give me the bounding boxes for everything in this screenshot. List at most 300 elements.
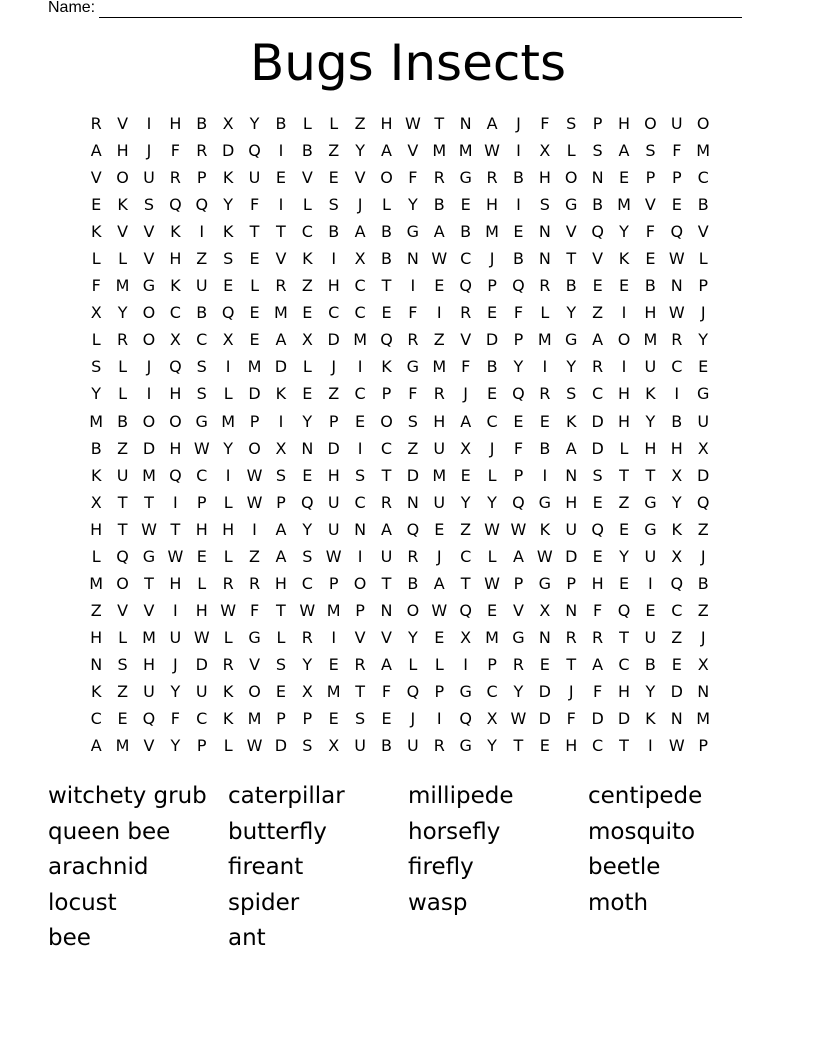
grid-letter: F (593, 600, 603, 620)
grid-letter: T (381, 465, 392, 485)
grid-letter: K (222, 222, 234, 242)
grid-letter: W (167, 546, 184, 566)
grid-letter: Y (302, 411, 313, 431)
grid-letter: L (223, 492, 233, 512)
grid-letter: D (591, 411, 604, 431)
grid-letter: G (142, 276, 156, 296)
grid-letter: C (354, 303, 366, 323)
grid-letter: M (353, 330, 367, 350)
grid-letter: G (538, 492, 552, 512)
grid-letter: D (221, 141, 235, 161)
grid-letter: I (146, 114, 152, 133)
grid-letter: Z (592, 303, 604, 323)
grid-letter: F (249, 195, 260, 215)
grid-letter: O (142, 411, 156, 431)
grid-letter: H (90, 627, 103, 647)
grid-letter: K (645, 709, 656, 729)
grid-letter: N (406, 249, 419, 269)
grid-letter: F (513, 303, 524, 323)
grid-letter: T (513, 736, 524, 756)
grid-letter: E (355, 411, 366, 431)
grid-letter: E (117, 709, 128, 729)
grid-letter: C (592, 384, 604, 404)
grid-letter: J (489, 249, 495, 269)
grid-letter: T (276, 222, 286, 242)
grid-letter: M (89, 411, 104, 431)
grid-letter: Q (169, 195, 182, 215)
grid-letter: H (169, 114, 182, 133)
grid-letter: P (513, 465, 524, 485)
grid-letter: C (618, 654, 630, 674)
grid-letter: U (195, 681, 208, 701)
grid-letter: S (592, 141, 603, 161)
grid-letter: S (143, 195, 155, 215)
grid-letter: S (223, 249, 234, 269)
grid-letter: O (644, 114, 657, 133)
grid-letter: U (354, 736, 366, 756)
grid-letter: X (697, 438, 709, 458)
grid-letter: P (328, 411, 339, 431)
grid-letter: R (301, 627, 313, 647)
grid-letter: R (433, 736, 445, 756)
grid-letter: W (431, 600, 448, 620)
grid-letter: N (670, 709, 683, 729)
grid-letter: O (380, 168, 393, 188)
grid-letter: K (90, 222, 102, 242)
word-list-item: beetle (588, 854, 661, 880)
grid-letter: I (146, 384, 152, 404)
grid-letter: R (196, 141, 208, 161)
grid-letter: H (116, 141, 129, 161)
grid-letter: R (460, 303, 472, 323)
grid-letter: E (487, 303, 498, 323)
grid-letter: U (143, 681, 155, 701)
grid-letter: F (91, 276, 101, 296)
grid-letter: X (301, 330, 313, 350)
grid-letter: K (170, 276, 181, 296)
grid-letter: S (275, 654, 286, 674)
grid-letter: P (513, 330, 524, 350)
grid-letter: V (249, 654, 261, 674)
grid-letter: V (644, 195, 656, 215)
grid-letter: O (564, 168, 578, 188)
grid-letter: I (357, 546, 363, 566)
grid-letter: R (354, 654, 366, 674)
grid-letter: P (513, 573, 524, 593)
grid-letter: O (116, 168, 129, 188)
grid-letter: H (565, 736, 578, 756)
grid-letter: X (486, 709, 498, 729)
grid-letter: M (326, 681, 341, 701)
grid-letter: B (275, 114, 287, 133)
grid-letter: L (118, 357, 128, 377)
grid-letter: M (617, 195, 631, 215)
grid-letter: M (247, 357, 262, 377)
grid-letter: H (617, 681, 631, 701)
grid-letter: V (565, 222, 577, 242)
grid-letter: R (539, 384, 551, 404)
grid-letter: R (117, 330, 129, 350)
grid-letter: W (404, 114, 421, 133)
grid-letter: Q (169, 465, 182, 485)
grid-letter: D (142, 438, 156, 458)
grid-letter: K (117, 195, 128, 215)
grid-letter: R (222, 573, 234, 593)
grid-letter: O (142, 330, 156, 350)
grid-letter: M (696, 141, 711, 161)
grid-letter: T (619, 465, 629, 485)
grid-letter: L (223, 736, 233, 756)
grid-letter: C (169, 303, 181, 323)
grid-letter: B (381, 249, 392, 269)
grid-letter: G (406, 222, 420, 242)
grid-letter: S (196, 357, 207, 377)
grid-letter: E (460, 195, 471, 215)
grid-letter: A (275, 519, 287, 539)
grid-letter: X (90, 492, 102, 512)
grid-letter: I (173, 492, 178, 512)
grid-letter: B (460, 222, 472, 242)
grid-letter: I (225, 465, 231, 485)
grid-letter: P (487, 276, 497, 296)
grid-letter: U (433, 438, 446, 458)
grid-letter: W (484, 141, 500, 161)
grid-letter: L (434, 654, 444, 674)
grid-letter: K (618, 249, 630, 269)
grid-letter: B (486, 357, 498, 377)
grid-letter: A (275, 546, 287, 566)
grid-letter: G (459, 681, 472, 701)
grid-letter: T (170, 519, 181, 539)
grid-letter: Z (117, 438, 129, 458)
grid-letter: I (278, 195, 284, 215)
grid-letter: G (565, 330, 578, 350)
grid-letter: C (301, 573, 313, 593)
grid-letter: Q (512, 384, 525, 404)
grid-letter: D (697, 465, 710, 485)
grid-letter: T (619, 736, 629, 756)
grid-letter: U (169, 627, 182, 647)
grid-letter: J (173, 654, 178, 674)
grid-letter: A (381, 519, 392, 539)
grid-letter: L (566, 141, 576, 161)
grid-letter: T (117, 492, 128, 512)
grid-letter: S (407, 411, 418, 431)
grid-letter: H (617, 411, 631, 431)
grid-letter: E (302, 384, 313, 404)
grid-letter: C (354, 492, 366, 512)
grid-letter: Q (591, 519, 604, 539)
grid-letter: C (196, 465, 208, 485)
grid-letter: L (487, 465, 497, 485)
grid-letter: F (672, 141, 682, 161)
grid-letter: E (381, 303, 392, 323)
grid-letter: I (621, 357, 627, 377)
grid-letter: V (354, 168, 366, 188)
grid-letter: C (697, 168, 709, 188)
grid-letter: J (700, 303, 706, 323)
grid-letter: Y (619, 546, 629, 566)
grid-letter: K (645, 384, 656, 404)
grid-letter: Y (619, 222, 629, 242)
grid-letter: J (357, 195, 363, 215)
grid-letter: U (143, 168, 155, 188)
grid-letter: D (327, 330, 340, 350)
grid-letter: L (619, 438, 629, 458)
grid-letter: M (485, 222, 499, 242)
grid-letter: E (513, 411, 524, 431)
grid-letter: Z (117, 681, 129, 701)
grid-letter: X (460, 438, 472, 458)
grid-letter: T (117, 519, 128, 539)
grid-letter: F (566, 709, 576, 729)
grid-letter: A (275, 330, 287, 350)
grid-letter: Q (248, 141, 261, 161)
grid-letter: Q (512, 492, 525, 512)
grid-letter: Z (618, 492, 630, 512)
grid-letter: P (355, 600, 365, 620)
grid-letter: V (460, 330, 472, 350)
grid-letter: I (436, 709, 442, 729)
grid-letter: C (328, 303, 340, 323)
grid-letter: F (540, 114, 550, 133)
grid-letter: N (459, 114, 472, 133)
grid-letter: B (644, 276, 656, 296)
grid-letter: N (697, 681, 710, 701)
grid-letter: H (169, 438, 182, 458)
grid-letter: U (644, 546, 657, 566)
grid-letter: M (643, 330, 658, 350)
grid-letter: V (512, 600, 524, 620)
grid-letter: F (170, 709, 180, 729)
grid-letter: X (90, 303, 102, 323)
grid-letter: B (539, 438, 551, 458)
grid-letter: V (301, 168, 313, 188)
grid-letter: I (252, 519, 257, 539)
grid-letter: G (248, 627, 261, 647)
grid-letter: B (512, 249, 524, 269)
grid-letter: P (276, 709, 286, 729)
grid-letter: M (115, 736, 130, 756)
grid-letter: P (381, 384, 392, 404)
grid-letter: K (90, 681, 102, 701)
grid-letter: R (248, 573, 261, 593)
grid-letter: E (671, 195, 682, 215)
grid-letter: Y (407, 195, 418, 215)
grid-letter: H (565, 492, 578, 512)
grid-letter: Z (301, 276, 313, 296)
grid-letter: B (407, 573, 419, 593)
grid-letter: B (697, 195, 709, 215)
grid-letter: S (355, 465, 366, 485)
grid-letter: N (380, 600, 393, 620)
grid-letter: F (249, 600, 260, 620)
grid-letter: E (618, 519, 630, 539)
grid-letter: Q (406, 681, 420, 701)
grid-letter: K (170, 222, 181, 242)
grid-letter: Y (487, 492, 497, 512)
grid-letter: B (381, 222, 392, 242)
grid-letter: P (328, 573, 339, 593)
grid-letter: N (591, 168, 604, 188)
grid-letter: S (592, 465, 603, 485)
grid-letter: B (433, 195, 445, 215)
grid-letter: F (593, 681, 603, 701)
grid-letter: A (90, 736, 102, 756)
grid-letter: P (276, 492, 286, 512)
grid-letter: N (538, 627, 551, 647)
grid-letter: S (91, 357, 102, 377)
grid-letter: X (460, 627, 472, 647)
grid-letter: B (117, 411, 129, 431)
word-list-item: bee (48, 925, 91, 951)
grid-letter: H (274, 573, 287, 593)
grid-letter: U (433, 492, 446, 512)
grid-letter: K (539, 519, 551, 539)
grid-letter: E (671, 654, 682, 674)
grid-letter: B (381, 736, 392, 756)
grid-letter: J (568, 681, 574, 701)
grid-letter: W (193, 438, 210, 458)
grid-letter: E (275, 681, 286, 701)
grid-letter: K (275, 384, 287, 404)
grid-letter: N (538, 249, 551, 269)
grid-letter: S (302, 546, 313, 566)
grid-letter: A (433, 573, 445, 593)
grid-letter: V (117, 600, 129, 620)
grid-letter: J (700, 546, 706, 566)
grid-letter: O (169, 411, 182, 431)
grid-letter: D (538, 681, 551, 701)
grid-letter: L (329, 114, 339, 133)
grid-letter: E (249, 330, 260, 350)
grid-letter: V (117, 222, 129, 242)
grid-letter: C (196, 709, 208, 729)
grid-letter: Y (170, 736, 181, 756)
grid-letter: A (381, 654, 392, 674)
grid-letter: B (512, 168, 524, 188)
grid-letter: B (565, 276, 577, 296)
grid-letter: D (485, 330, 499, 350)
grid-letter: I (542, 465, 548, 485)
grid-letter: J (146, 357, 152, 377)
grid-letter: L (118, 384, 128, 404)
grid-letter: O (696, 114, 710, 133)
grid-letter: Z (407, 438, 419, 458)
grid-letter: E (592, 546, 603, 566)
word-list-item: centipede (588, 783, 703, 809)
grid-letter: K (90, 465, 102, 485)
grid-letter: F (645, 222, 655, 242)
grid-letter: O (116, 573, 129, 593)
grid-letter: X (275, 438, 287, 458)
grid-letter: J (489, 438, 495, 458)
grid-letter: S (275, 465, 286, 485)
grid-letter: I (516, 141, 521, 161)
grid-letter: X (328, 736, 340, 756)
grid-letter: M (458, 141, 473, 161)
grid-letter: Q (380, 330, 393, 350)
grid-letter: I (516, 195, 521, 215)
grid-letter: Y (407, 627, 418, 647)
grid-letter: P (671, 168, 682, 188)
grid-letter: H (380, 114, 393, 133)
grid-letter: H (433, 411, 446, 431)
grid-letter: Q (617, 600, 631, 620)
grid-letter: P (249, 411, 260, 431)
grid-letter: T (355, 681, 365, 701)
grid-letter: B (671, 411, 683, 431)
grid-letter: Q (459, 276, 472, 296)
grid-letter: Z (697, 600, 709, 620)
grid-letter: L (250, 276, 259, 296)
grid-letter: S (566, 384, 577, 404)
grid-letter: D (538, 709, 551, 729)
grid-letter: I (436, 303, 442, 323)
grid-letter: X (169, 330, 181, 350)
grid-letter: E (302, 303, 313, 323)
grid-letter: M (537, 330, 552, 350)
grid-letter: A (486, 114, 498, 133)
grid-letter: W (484, 519, 500, 539)
grid-letter: G (459, 736, 472, 756)
grid-letter: H (90, 519, 103, 539)
grid-letter: L (698, 249, 708, 269)
grid-letter: F (461, 357, 471, 377)
grid-letter: H (169, 249, 182, 269)
grid-letter: E (645, 600, 656, 620)
grid-letter: B (196, 114, 208, 133)
grid-letter: A (433, 222, 445, 242)
grid-letter: Z (90, 600, 102, 620)
grid-letter: U (327, 519, 340, 539)
grid-letter: W (299, 600, 316, 620)
grid-letter: U (407, 736, 419, 756)
grid-letter: D (248, 384, 261, 404)
grid-letter: Y (170, 681, 181, 701)
grid-letter: U (644, 357, 657, 377)
grid-letter: H (327, 465, 340, 485)
grid-letter: R (275, 276, 287, 296)
grid-letter: E (460, 465, 471, 485)
grid-letter: B (644, 654, 656, 674)
grid-letter: E (539, 736, 550, 756)
grid-letter: C (301, 222, 313, 242)
grid-letter: D (565, 546, 578, 566)
grid-letter: V (381, 627, 392, 647)
grid-letter: K (565, 411, 577, 431)
word-list-item: mosquito (588, 818, 696, 845)
grid-letter: O (617, 330, 631, 350)
grid-letter: P (302, 709, 313, 729)
grid-letter: O (406, 600, 420, 620)
grid-letter: D (327, 438, 340, 458)
name-underline (99, 2, 742, 18)
grid-letter: H (169, 573, 182, 593)
grid-letter: Y (645, 411, 656, 431)
page-title: Bugs Insects (249, 34, 567, 92)
grid-letter: E (592, 276, 603, 296)
grid-letter: R (90, 114, 102, 133)
grid-letter: Y (355, 141, 365, 161)
grid-letter: J (331, 357, 337, 377)
grid-letter: V (275, 249, 287, 269)
grid-letter: P (566, 573, 577, 593)
grid-letter: T (249, 222, 260, 242)
grid-letter: G (644, 519, 657, 539)
grid-letter: L (91, 249, 101, 269)
grid-letter: B (196, 303, 208, 323)
